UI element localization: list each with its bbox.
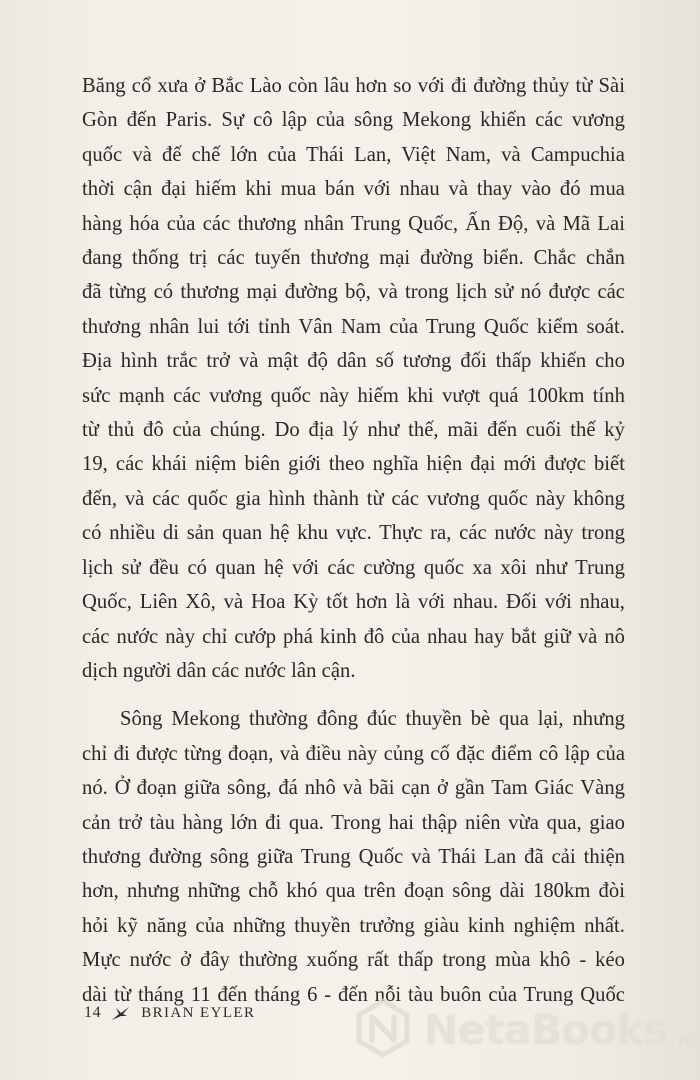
watermark-suffix: .vn: [669, 1030, 696, 1049]
text-line: Băng cổ xưa ở Bắc Lào còn lâu hơn so với đi đường thủy từ Sài: [82, 75, 625, 97]
text-line: thương nhân lui tới tỉnh Vân Nam của Trung Quốc kiểm soát.: [82, 315, 625, 338]
text-line: Gòn đến Paris. Sự cô lập của sông Mekong khiến các vương: [82, 109, 625, 132]
watermark: [352, 995, 696, 1060]
page-number: 14: [84, 1004, 102, 1021]
text-line: đến, và các quốc gia hình thành từ các vương quốc này không: [82, 487, 625, 510]
text-line: quốc và đế chế lớn của Thái Lan, Việt Nam, và Campuchia: [82, 143, 625, 166]
text-line: hơn, nhưng những chỗ khó qua trên đoạn sông dài 180km đòi: [82, 880, 625, 903]
text-line: hỏi kỹ năng của những thuyền trưởng giàu kinh nghiệm nhất.: [82, 914, 625, 937]
author-name: BRIAN EYLER: [141, 1004, 256, 1021]
text-line: cản trở tàu hàng lớn đi qua. Trong hai thập niên vừa qua, giao: [82, 811, 625, 834]
text-line: Sông Mekong thường đông đúc thuyền bè qua lại, nhưng: [120, 708, 625, 731]
text-line: chỉ đi được từng đoạn, và điều này củng cố đặc điểm cô lập của: [82, 742, 625, 765]
text-line: lịch sử đều có quan hệ với các cường quốc xa xôi như Trung: [82, 556, 625, 579]
body-text: [82, 69, 625, 1012]
text-line: nó. Ở đoạn giữa sông, đá nhô và bãi cạn ở gần Tam Giác Vàng: [82, 777, 625, 800]
paragraph-2: [82, 702, 625, 1012]
text-line: đã từng có thương mại đường bộ, và trong lịch sử nó được các: [82, 281, 625, 304]
text-line: Mực nước ở đây thường xuống rất thấp trong mùa khô - kéo: [82, 949, 625, 972]
paragraph-1: [82, 69, 625, 688]
text-line: 19, các khái niệm biên giới theo nghĩa hiện đại mới được biết: [82, 453, 625, 476]
netabooks-logo-icon: [352, 997, 414, 1059]
text-line: thương đường sông giữa Trung Quốc và Thái Lan đã cải thiện: [82, 845, 625, 868]
text-line: dịch người dân các nước lân cận.: [82, 659, 356, 682]
bird-icon: [111, 1006, 131, 1022]
text-line: từ thủ đô của chúng. Do địa lý như thế, mãi đến cuối thế kỷ: [82, 419, 625, 442]
text-line: có nhiều di sản quan hệ khu vực. Thực ra, các nước này trong: [82, 522, 625, 545]
text-line: các nước này chỉ cướp phá kinh đô của nhau hay bắt giữ và nô: [82, 625, 625, 648]
watermark-brand: NetaBooks: [424, 1005, 668, 1054]
text-line: sức mạnh các vương quốc này hiếm khi vượt quá 100km tính: [82, 384, 625, 407]
text-line: đang thống trị các tuyến thương mại đường biển. Chắc chắn: [82, 247, 625, 270]
text-line: thời cận đại hiếm khi mua bán với nhau và thay vào đó mua: [82, 178, 625, 201]
text-line: hàng hóa của các thương nhân Trung Quốc, Ấn Độ, và Mã Lai: [82, 212, 625, 235]
text-line: Địa hình trắc trở và mật độ dân số tương đối thấp khiến cho: [82, 350, 625, 373]
text-line: Quốc, Liên Xô, và Hoa Kỳ tốt hơn là với nhau. Đối với nhau,: [82, 591, 625, 614]
text-line: dài từ tháng 11 đến tháng 6 - đến nỗi tàu buôn của Trung Quốc: [82, 983, 625, 1006]
